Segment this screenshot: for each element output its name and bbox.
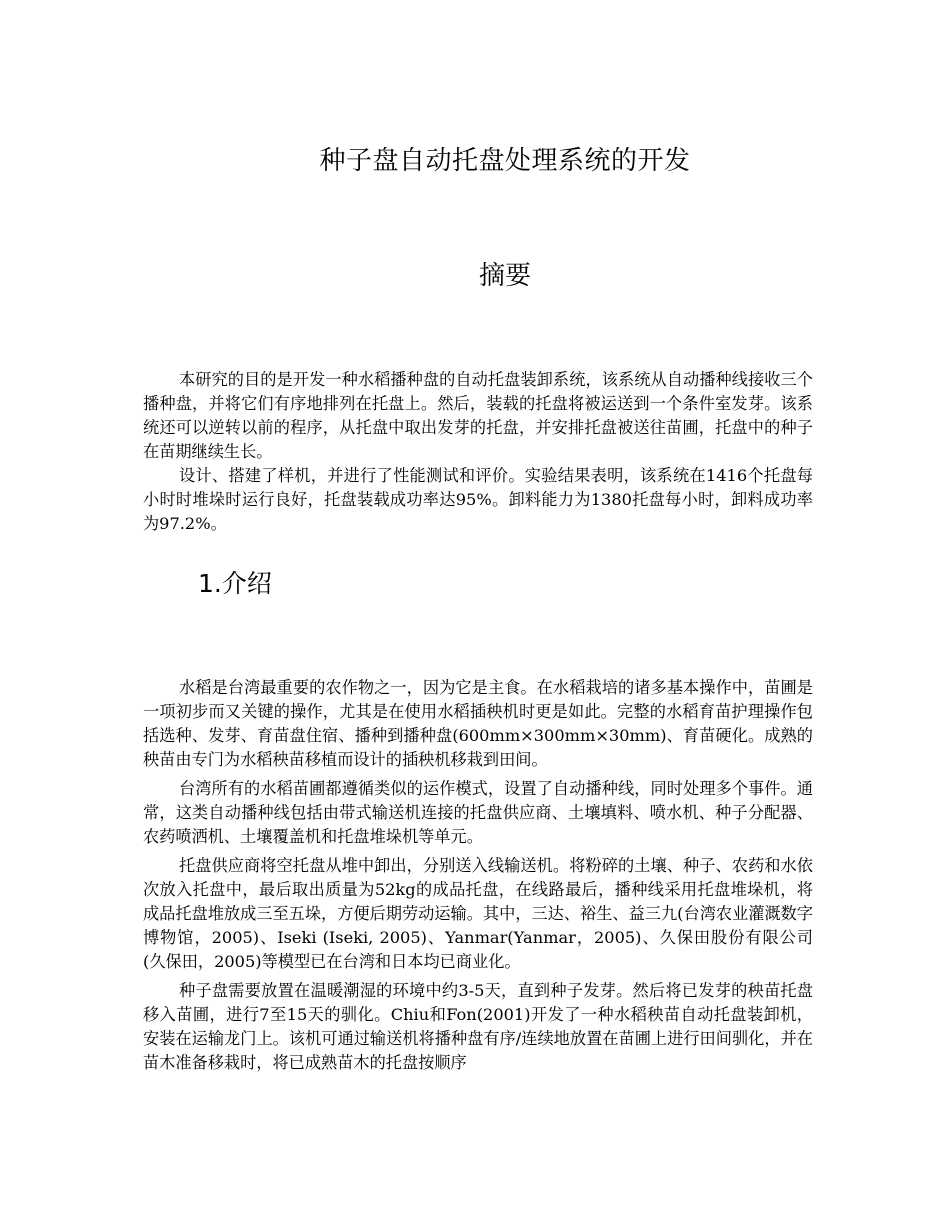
abstract-heading: 摘要 (478, 261, 531, 291)
abstract-paragraph: 设计、搭建了样机，并进行了性能测试和评价。实验结果表明，该系统在1416个托盘每小时时堆垛时运行良好，托盘装载成功率达95%。卸料能力为1380托盘每小时，卸料成功率为97.2%。 (143, 466, 813, 533)
intro-paragraph: 种子盘需要放置在温暖潮湿的环境中约3-5天，直到种子发芽。然后将已发芽的秧苗托盘移入苗圃，进行7至15天的驯化。Chiu和Fon(2001)开发了一种水稻秧苗自动托盘装卸机，安装在运输龙门上。该机可通过输送机将播种盘有序/连续地放置在苗圃上进行田间驯化，并在苗木准备移栽时，将已成熟苗木的托盘按顺序 (143, 981, 813, 1072)
abstract-section (143, 368, 813, 536)
intro-paragraph: 托盘供应商将空托盘从堆中卸出，分别送入线输送机。将粉碎的土壤、种子、农药和水依次放入托盘中，最后取出质量为52kg的成品托盘，在线路最后，播种线采用托盘堆垛机，将成品托盘堆放成三至五垛，方便后期劳动运输。其中，三达、裕生、益三九(台湾农业灌溉数字博物馆，2005)、Iseki (Iseki, 2005)、Yanmar(Yanmar，2005)、久保田股份有限公司(久保田，2005)等模型已在台湾和日本均已商业化。 (143, 856, 813, 971)
section-heading: 1.介绍 (198, 569, 272, 598)
intro-section (143, 676, 813, 1080)
abstract-paragraph: 本研究的目的是开发一种水稻播种盘的自动托盘装卸系统，该系统从自动播种线接收三个播种盘，并将它们有序地排列在托盘上。然后，装载的托盘将被运送到一个条件室发芽。该系统还可以逆转以前的程序，从托盘中取出发芽的托盘，并安排托盘被送往苗圃，托盘中的种子在苗期继续生长。 (143, 370, 813, 461)
intro-paragraph: 台湾所有的水稻苗圃都遵循类似的运作模式，设置了自动播种线，同时处理多个事件。通常，这类自动播种线包括由带式输送机连接的托盘供应商、土壤填料、喷水机、种子分配器、农药喷洒机、土壤覆盖机和托盘堆垛机等单元。 (143, 779, 813, 846)
intro-paragraph: 水稻是台湾最重要的农作物之一，因为它是主食。在水稻栽培的诸多基本操作中，苗圃是一项初步而又关键的操作，尤其是在使用水稻插秧机时更是如此。完整的水稻育苗护理操作包括选种、发芽、育苗盘住宿、播种到播种盘(600mm×300mm×30mm)、育苗硬化。成熟的秧苗由专门为水稻秧苗移植而设计的插秧机移栽到田间。 (143, 678, 813, 769)
paper-title: 种子盘自动托盘处理系统的开发 (319, 146, 691, 176)
